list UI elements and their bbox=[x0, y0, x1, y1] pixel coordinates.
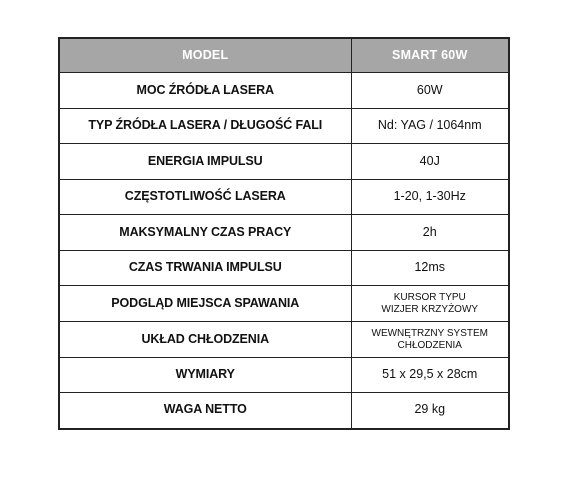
row-value-line: KURSOR TYPU bbox=[393, 292, 466, 303]
row-label: MOC ŹRÓDŁA LASERA bbox=[59, 73, 351, 109]
row-value: 1-20, 1-30Hz bbox=[351, 180, 509, 215]
row-label: TYP ŹRÓDŁA LASERA / DŁUGOŚĆ FALI bbox=[59, 109, 351, 144]
header-label: MODEL bbox=[59, 38, 351, 73]
table-row bbox=[59, 322, 509, 358]
row-value: 2h bbox=[351, 215, 509, 251]
row-label: CZAS TRWANIA IMPULSU bbox=[59, 251, 351, 286]
row-label: MAKSYMALNY CZAS PRACY bbox=[59, 215, 351, 251]
table-row bbox=[59, 109, 509, 144]
row-label: WAGA NETTO bbox=[59, 393, 351, 429]
row-value-line: WIZJER KRZYŻOWY bbox=[381, 303, 479, 315]
row-value bbox=[351, 322, 509, 358]
row-value-line: WEWNĘTRZNY SYSTEM bbox=[371, 328, 488, 339]
row-label: CZĘSTOTLIWOŚĆ LASERA bbox=[59, 180, 351, 215]
row-value: 60W bbox=[351, 73, 509, 109]
table-row bbox=[59, 393, 509, 429]
table-row bbox=[59, 180, 509, 215]
row-label: UKŁAD CHŁODZENIA bbox=[59, 322, 351, 358]
table-row bbox=[59, 286, 509, 322]
table-row bbox=[59, 251, 509, 286]
table-row bbox=[59, 144, 509, 180]
row-value: 29 kg bbox=[351, 393, 509, 429]
table-row bbox=[59, 73, 509, 109]
header-value: SMART 60W bbox=[351, 38, 509, 73]
row-value-line: CHŁODZENIA bbox=[397, 339, 462, 351]
table-row bbox=[59, 215, 509, 251]
header-row bbox=[59, 38, 509, 73]
table-row bbox=[59, 358, 509, 393]
spec-table bbox=[58, 37, 510, 430]
row-value: Nd: YAG / 1064nm bbox=[351, 109, 509, 144]
row-label: WYMIARY bbox=[59, 358, 351, 393]
row-label: PODGLĄD MIEJSCA SPAWANIA bbox=[59, 286, 351, 322]
row-label: ENERGIA IMPULSU bbox=[59, 144, 351, 180]
row-value: 51 x 29,5 x 28cm bbox=[351, 358, 509, 393]
row-value bbox=[351, 286, 509, 322]
row-value: 12ms bbox=[351, 251, 509, 286]
row-value: 40J bbox=[351, 144, 509, 180]
